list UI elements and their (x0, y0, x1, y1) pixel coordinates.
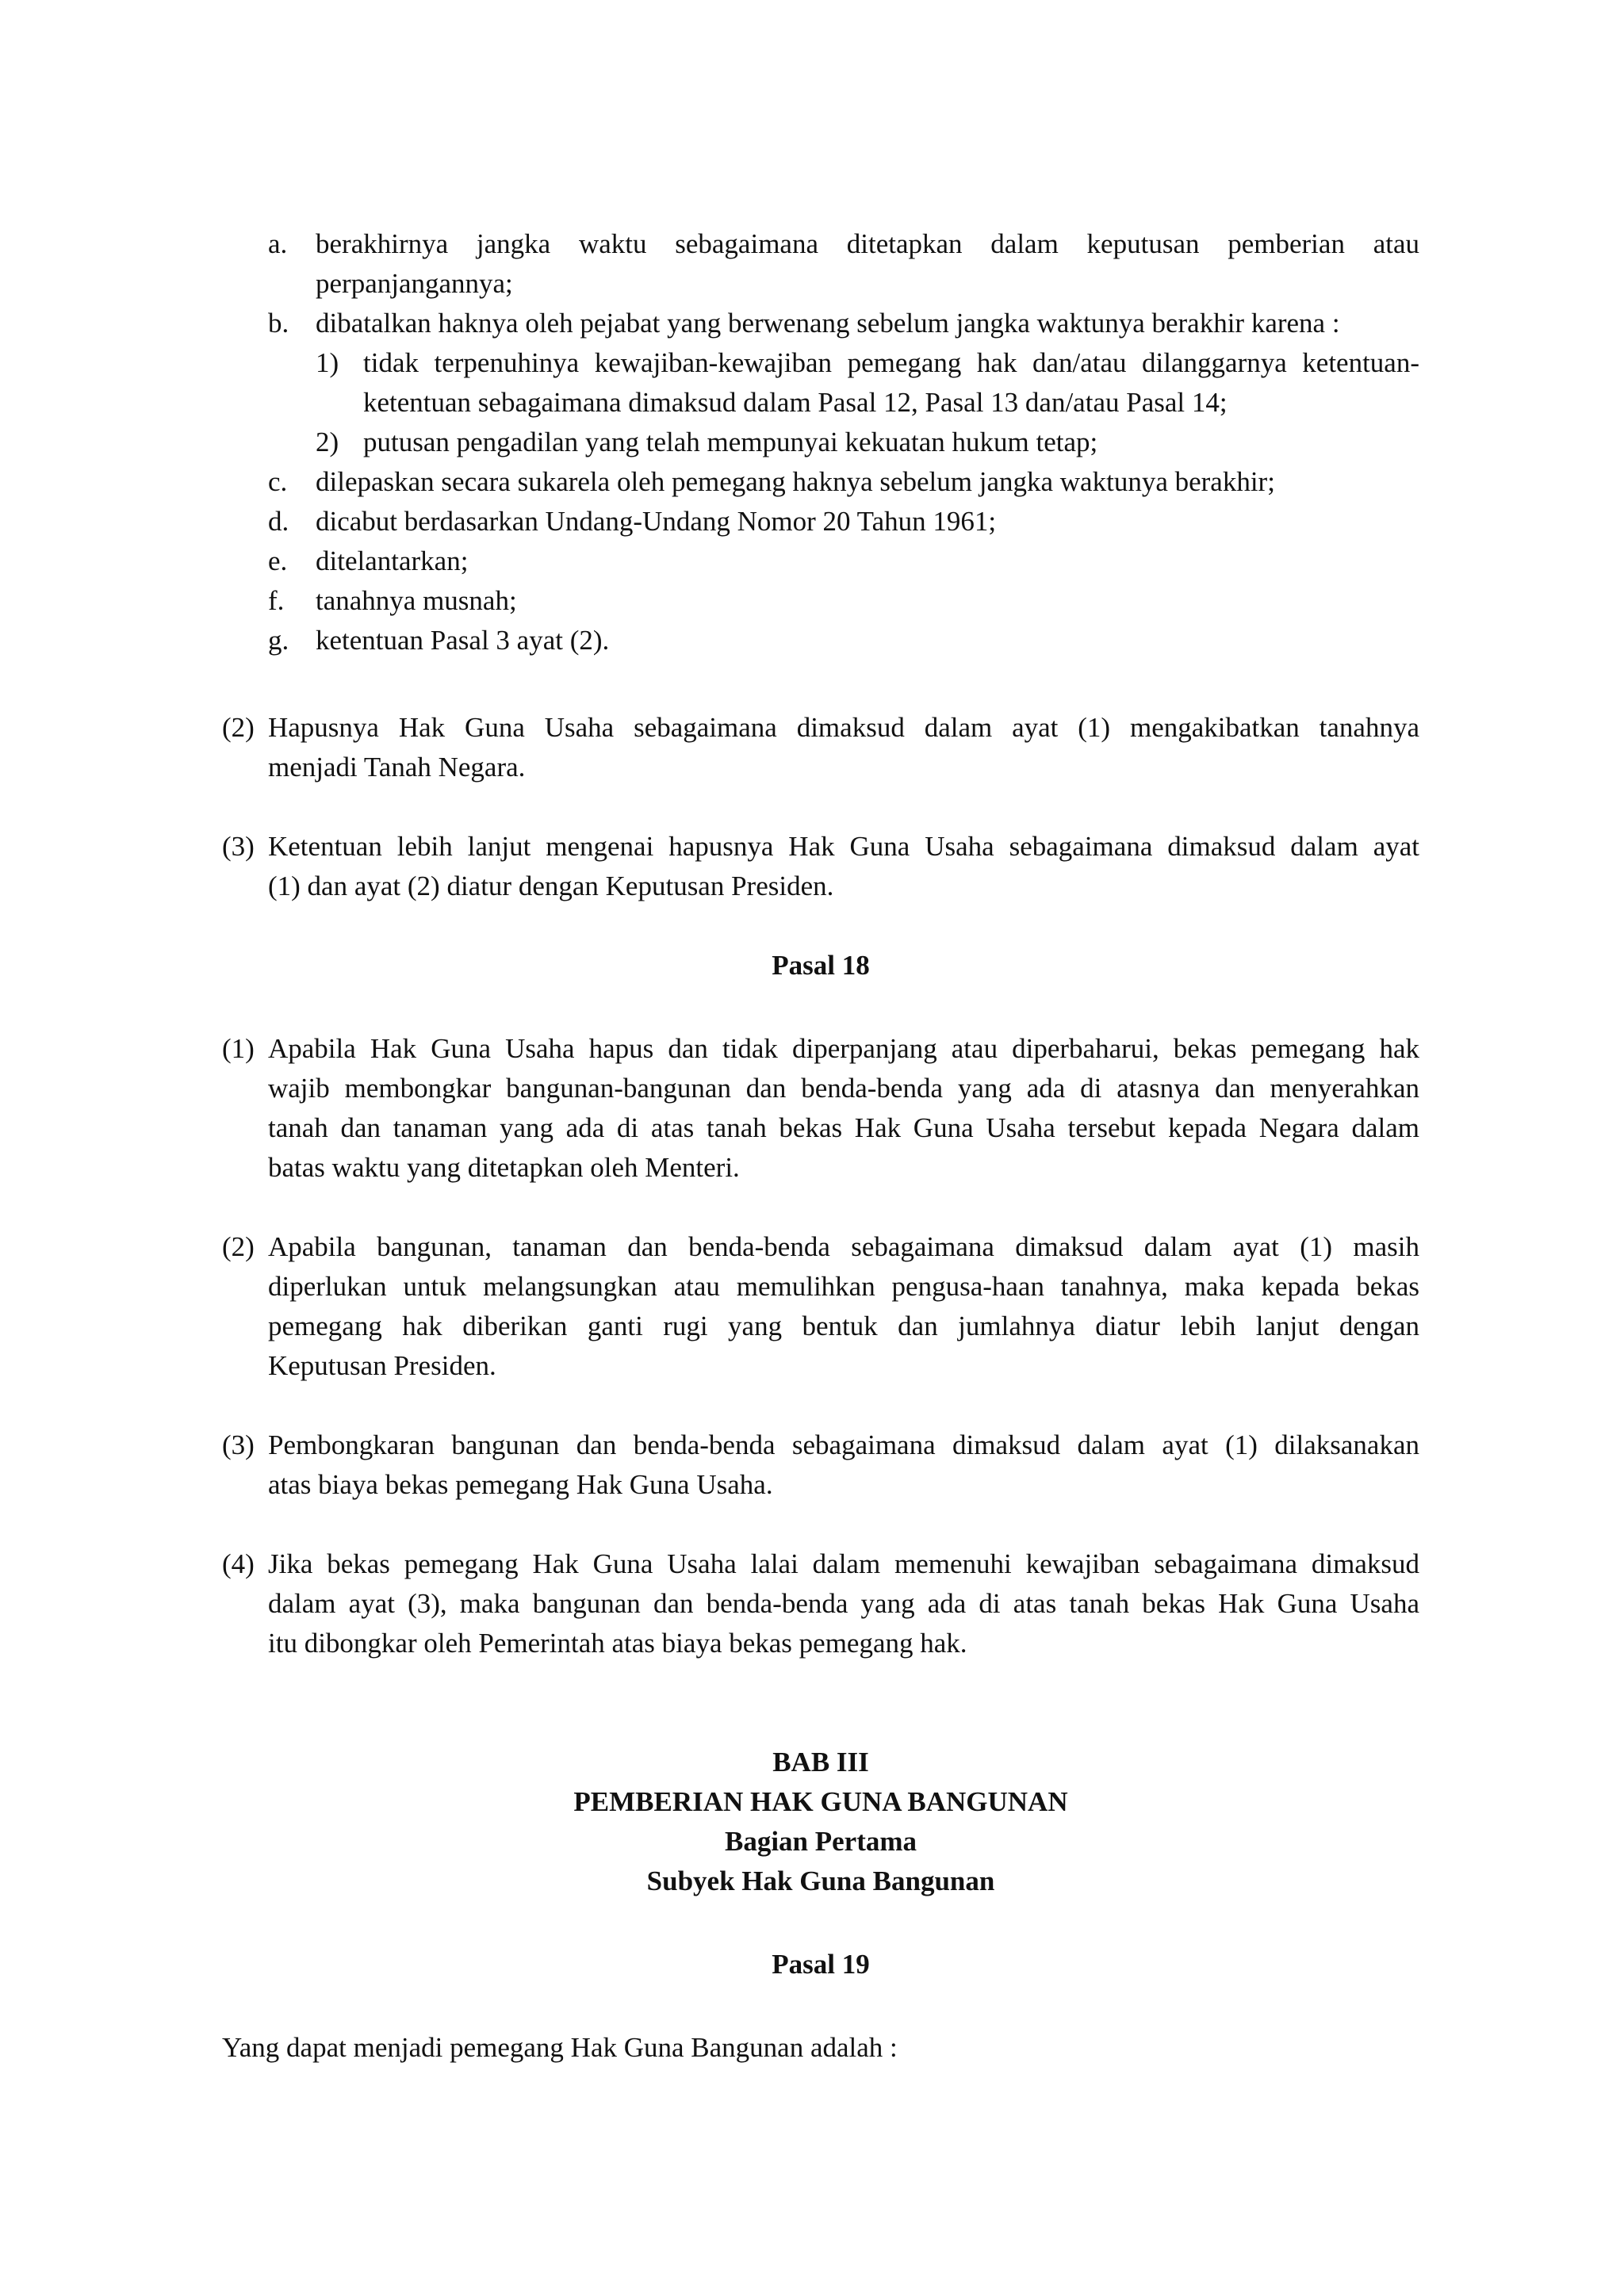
paragraph-text: atas biaya bekas pemegang Hak Guna Usaha. (268, 1469, 773, 1500)
paragraph-text: Pembongkaran bangunan dan benda-benda sebagaimana dimaksud dalam ayat (1) dilaksanakan (268, 1429, 1419, 1460)
part-subtitle: Subyek Hak Guna Bangunan (646, 1866, 995, 1896)
paragraph-marker: (4) (222, 1548, 255, 1579)
paragraph-text: Ketentuan lebih lanjut mengenai hapusnya Hak Guna Usaha sebagaimana dimaksud dalam ayat (268, 831, 1419, 862)
paragraph-text: diperlukan untuk melangsungkan atau memulihkan pengusa-haan tanahnya, maka kepada bekas (268, 1271, 1419, 1302)
list-item-text: dilepaskan secara sukarela oleh pemegang haknya sebelum jangka waktunya berakhir; (316, 466, 1275, 497)
chapter-number: BAB III (772, 1747, 869, 1777)
paragraph-text: tanah dan tanaman yang ada di atas tanah bekas Hak Guna Usaha tersebut kepada Negara dalam (268, 1112, 1419, 1143)
paragraph-marker: (3) (222, 1429, 255, 1460)
list-item-text: berakhirnya jangka waktu sebagaimana ditetapkan dalam keputusan pemberian atau (316, 228, 1419, 259)
sublist-item-text: tidak terpenuhinya kewajiban-kewajiban pemegang hak dan/atau dilanggarnya ketentuan- (363, 347, 1419, 378)
paragraph-text: Apabila bangunan, tanaman dan benda-benda sebagaimana dimaksud dalam ayat (1) masih (268, 1231, 1419, 1262)
article-heading: Pasal 19 (772, 1949, 870, 1980)
paragraph-text: Jika bekas pemegang Hak Guna Usaha lalai dalam memenuhi kewajiban sebagaimana dimaksud (268, 1548, 1419, 1579)
list-item-text: dicabut berdasarkan Undang-Undang Nomor 20 Tahun 1961; (316, 506, 997, 537)
paragraph-text: menjadi Tanah Negara. (268, 752, 526, 783)
paragraph-text: itu dibongkar oleh Pemerintah atas biaya bekas pemegang hak. (268, 1628, 967, 1659)
paragraph-marker: (3) (222, 831, 255, 862)
list-item-text: perpanjangannya; (316, 268, 513, 299)
paragraph-text: Keputusan Presiden. (268, 1350, 496, 1381)
paragraph-marker: (2) (222, 712, 255, 743)
list-marker: b. (268, 308, 289, 339)
list-marker: f. (268, 585, 285, 616)
list-item-text: tanahnya musnah; (316, 585, 517, 616)
list-marker: g. (268, 625, 289, 656)
paragraph-marker: (2) (222, 1231, 255, 1262)
paragraph-text: wajib membongkar bangunan-bangunan dan benda-benda yang ada di atasnya dan menyerahkan (268, 1073, 1419, 1104)
list-marker: d. (268, 506, 289, 537)
paragraph-text: batas waktu yang ditetapkan oleh Menteri. (268, 1152, 740, 1183)
paragraph-text: dalam ayat (3), maka bangunan dan benda-benda yang ada di atas tanah bekas Hak Guna Usaha (268, 1588, 1419, 1619)
list-marker: c. (268, 466, 288, 497)
sublist-item-text: putusan pengadilan yang telah mempunyai kekuatan hukum tetap; (363, 427, 1098, 457)
list-marker: a. (268, 228, 288, 259)
chapter-title: PEMBERIAN HAK GUNA BANGUNAN (573, 1786, 1068, 1817)
list-item-text: ketentuan Pasal 3 ayat (2). (316, 625, 610, 656)
sublist-item-text: ketentuan sebagaimana dimaksud dalam Pasal 12, Pasal 13 dan/atau Pasal 14; (363, 387, 1228, 418)
list-item-text: ditelantarkan; (316, 545, 469, 576)
sublist-marker: 1) (316, 347, 339, 378)
paragraph-text: Hapusnya Hak Guna Usaha sebagaimana dimaksud dalam ayat (1) mengakibatkan tanahnya (268, 712, 1419, 743)
paragraph-marker: (1) (222, 1033, 255, 1064)
article-heading: Pasal 18 (772, 950, 870, 981)
list-marker: e. (268, 545, 288, 576)
paragraph-text: (1) dan ayat (2) diatur dengan Keputusan Presiden. (268, 871, 834, 901)
paragraph-text: Apabila Hak Guna Usaha hapus dan tidak diperpanjang atau diperbaharui, bekas pemegang hak (268, 1033, 1419, 1064)
sublist-marker: 2) (316, 427, 339, 457)
list-item-text: dibatalkan haknya oleh pejabat yang berwenang sebelum jangka waktunya berakhir karena : (316, 308, 1340, 339)
paragraph-text: pemegang hak diberikan ganti rugi yang bentuk dan jumlahnya diatur lebih lanjut dengan (268, 1311, 1419, 1341)
paragraph-text: Yang dapat menjadi pemegang Hak Guna Bangunan adalah : (222, 2032, 898, 2063)
part-heading: Bagian Pertama (724, 1826, 917, 1857)
